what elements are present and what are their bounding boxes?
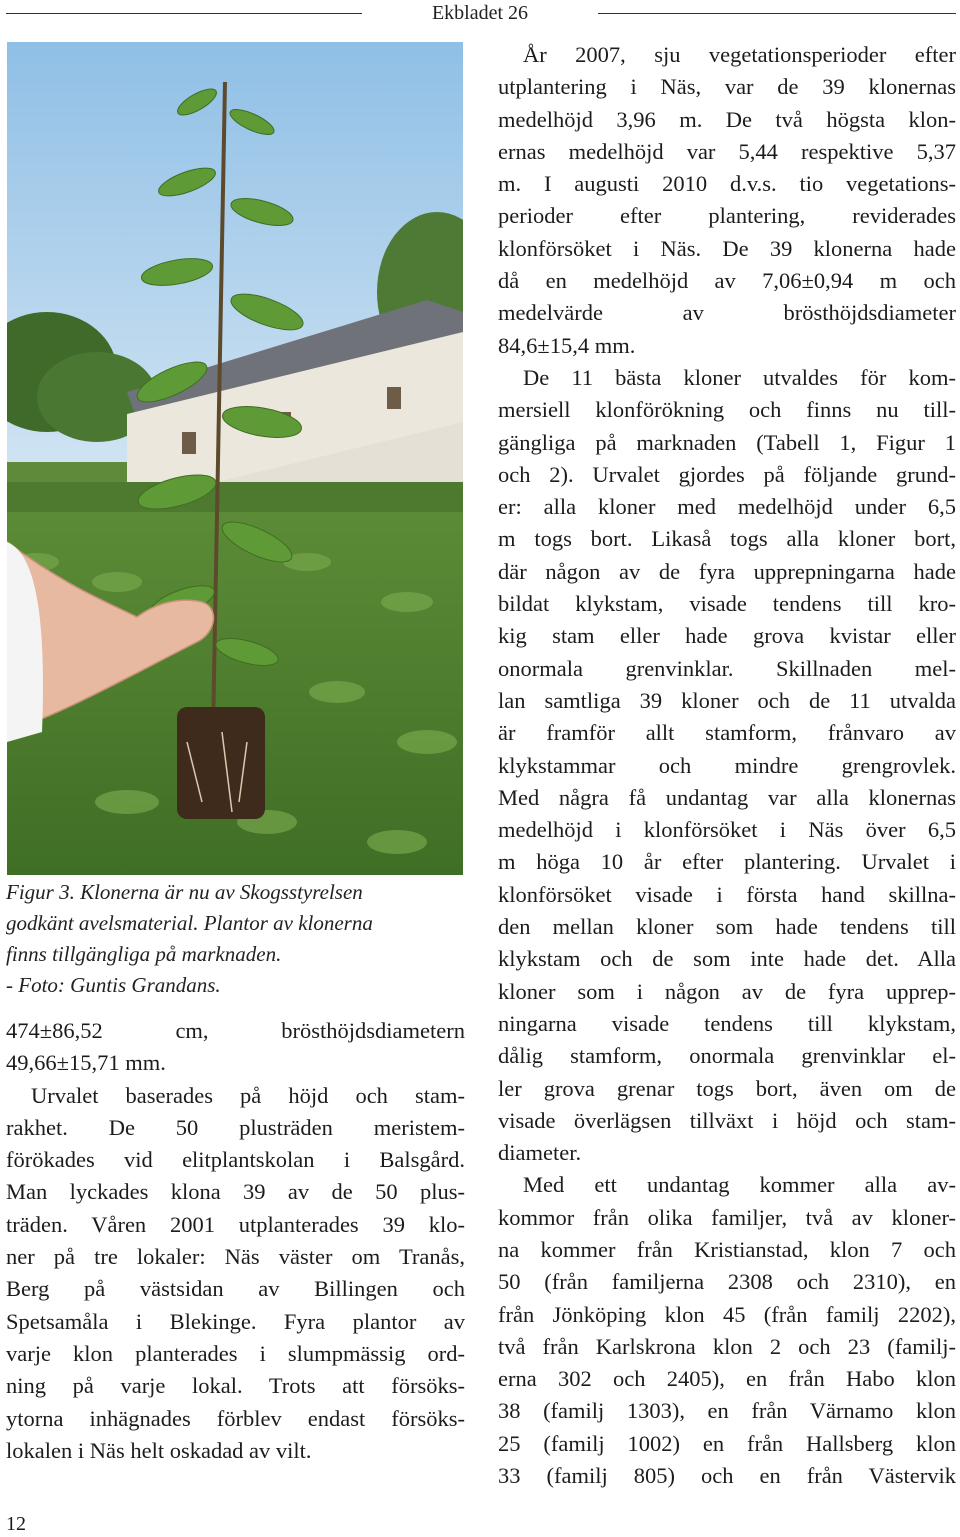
body-line: Med några få undantag var alla klonernas	[498, 784, 956, 810]
body-line: m togs bort. Likaså togs alla kloner bort,	[498, 526, 956, 552]
body-line: klonförsöket visade i första hand skillna-	[498, 881, 956, 907]
body-line: Man lyckades klona 39 av de 50 plus-	[6, 1179, 465, 1205]
body-line: lokalen i Näs helt oskadad av vilt.	[6, 1437, 312, 1463]
body-line: gängliga på marknaden (Tabell 1, Figur 1	[498, 429, 956, 455]
figure-photo	[7, 42, 463, 875]
body-line: klonförsöket i Näs. De 39 klonerna hade	[498, 235, 956, 261]
body-line: klykstammar och mindre grengrovlek.	[498, 752, 956, 778]
body-line: År 2007, sju vegetationsperioder efter	[523, 42, 956, 67]
body-line: er: alla kloner med medelhöjd under 6,5	[498, 494, 956, 520]
body-line: är framför allt stamform, frånvaro av	[498, 720, 956, 746]
body-line: där någon av de fyra upprepningarna hade	[498, 558, 956, 584]
body-line: utplantering i Näs, var de 39 klonernas	[498, 74, 956, 100]
body-line: diameter.	[498, 1140, 582, 1166]
body-line: m. I augusti 2010 d.v.s. tio vegetations-	[498, 171, 956, 197]
figure-caption	[6, 877, 466, 1001]
body-line: erna 302 och 2405), en från Habo klon	[498, 1366, 956, 1392]
body-line: dålig stamform, onormala grenvinklar el-	[498, 1043, 956, 1069]
header-rule-right	[598, 13, 956, 14]
body-line: Med ett undantag kommer alla av-	[523, 1172, 956, 1198]
body-line: 25 (familj 1002) en från Hallsberg klon	[498, 1430, 956, 1456]
body-line: perioder efter plantering, reviderades	[498, 203, 956, 229]
body-line: och 2). Urvalet gjordes på följande grund-	[498, 461, 956, 487]
body-line: ning på varje lokal. Trots att försöks-	[6, 1373, 465, 1399]
body-line: förökades vid elitplantskolan i Balsgård.	[6, 1147, 465, 1173]
body-line: De 11 bästa kloner utvaldes för kom-	[523, 364, 956, 390]
body-line: medelvärde av brösthöjdsdiameter	[498, 300, 956, 326]
body-line: ner på tre lokaler: Näs väster om Tranås,	[6, 1244, 465, 1270]
body-line: 38 (familj 1303), en från Värnamo klon	[498, 1398, 956, 1424]
body-line: den mellan kloner som hade tendens till	[498, 914, 956, 940]
body-line: varje klon planterades i slumpmässig ord-	[6, 1340, 465, 1366]
body-line: från Jönköping klon 45 (från familj 2202),	[498, 1301, 956, 1327]
body-line: na kommer från Kristianstad, klon 7 och	[498, 1236, 956, 1262]
body-line: kloner som i någon av de fyra upprep-	[498, 978, 956, 1004]
body-line: medelhöjd i klonförsöket i Näs över 6,5	[498, 817, 956, 843]
body-line: ytorna inhägnades förblev endast försöks-	[6, 1405, 465, 1431]
body-line: rakhet. De 50 plusträden meristem-	[6, 1114, 465, 1140]
caption-line: finns tillgängliga på marknaden.	[6, 942, 282, 966]
page-number: 12	[6, 1513, 26, 1535]
body-line: Berg på västsidan av Billingen och	[6, 1276, 465, 1302]
body-line: 474±86,52 cm, brösthöjdsdiametern	[6, 1018, 465, 1043]
body-line: 84,6±15,4 mm.	[498, 332, 636, 358]
plant-photo-illustration	[7, 42, 463, 875]
body-line: ernas medelhöjd var 5,44 respektive 5,37	[498, 138, 956, 164]
body-line: visade överlägsen tillväxt i höjd och stam-	[498, 1107, 956, 1133]
caption-line: godkänt avelsmaterial. Plantor av klonerna	[6, 911, 373, 935]
body-line: medelhöjd 3,96 m. De två högsta klon-	[498, 106, 956, 132]
body-line: ningarna visade tendens till klykstam,	[498, 1010, 956, 1036]
body-line: kommor från olika familjer, två av kloner-	[498, 1204, 956, 1230]
body-line: ler grova grenar togs bort, även om de	[498, 1075, 956, 1101]
body-line: två från Karlskrona klon 2 och 23 (familj-	[498, 1333, 956, 1359]
body-line: m höga 10 år efter plantering. Urvalet i	[498, 849, 956, 875]
caption-line: Figur 3. Klonerna är nu av Skogsstyrelsen	[6, 880, 363, 904]
body-line: 33 (familj 805) och en från Västervik	[498, 1463, 956, 1489]
body-line: 50 (från familjerna 2308 och 2310), en	[498, 1269, 956, 1295]
header-rule-left	[6, 13, 362, 14]
body-line: lan samtliga 39 kloner och de 11 utvalda	[498, 687, 956, 713]
body-line: Urvalet baserades på höjd och stam-	[31, 1082, 465, 1108]
body-line: kig stam eller hade grova kvistar eller	[498, 623, 956, 649]
left-column-text	[6, 1015, 465, 1467]
caption-line: - Foto: Guntis Grandans.	[6, 973, 221, 997]
body-line: 49,66±15,71 mm.	[6, 1050, 166, 1076]
body-line: mersiell klonförökning och finns nu till-	[498, 397, 956, 423]
body-line: klykstam och de som inte hade det. Alla	[498, 946, 956, 972]
body-line: då en medelhöjd av 7,06±0,94 m och	[498, 268, 956, 294]
body-line: onormala grenvinklar. Skillnaden mel-	[498, 655, 956, 681]
running-header: Ekbladet 26	[431, 2, 529, 24]
body-line: träden. Våren 2001 utplanterades 39 klo-	[6, 1211, 465, 1237]
right-column-text	[498, 39, 956, 1492]
body-line: Spetsamåla i Blekinge. Fyra plantor av	[6, 1308, 465, 1334]
body-line: bildat klykstam, visade tendens till kro-	[498, 591, 956, 617]
